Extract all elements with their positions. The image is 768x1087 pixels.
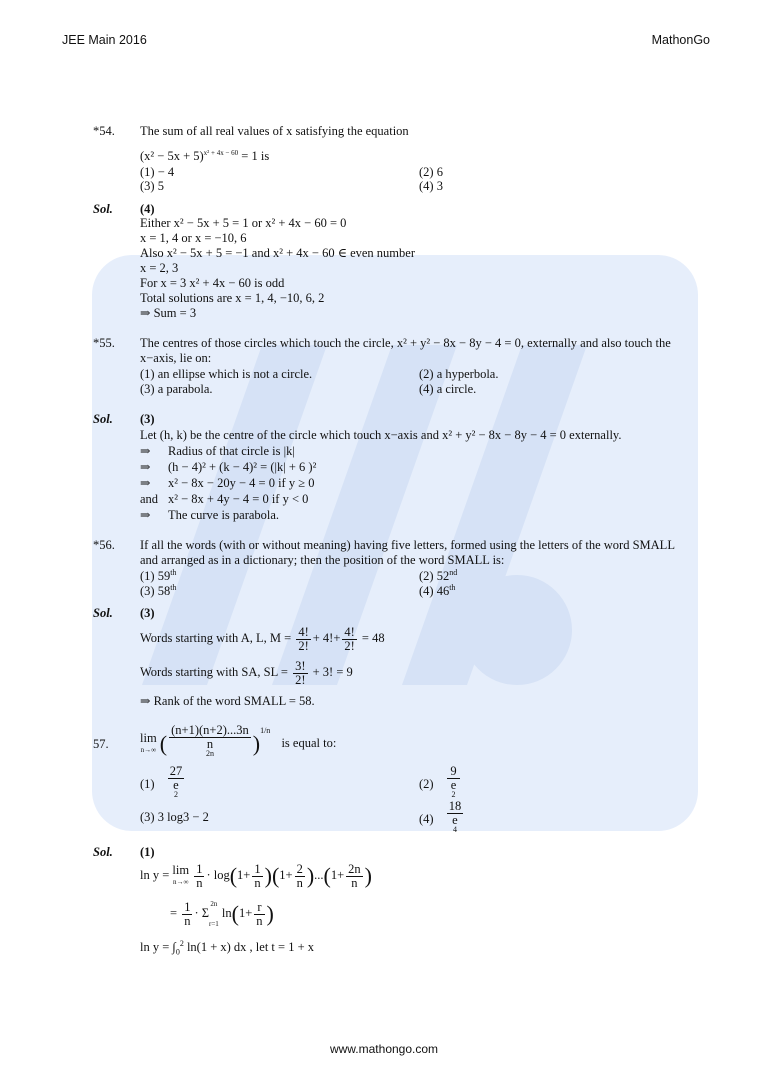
fraction xyxy=(252,863,262,890)
q57-l1-sub: n→∞ xyxy=(172,878,189,887)
q57-l1-log: · log xyxy=(206,868,230,882)
fraction-numerator: 2n xyxy=(348,861,361,876)
q57-l1-dots: ... xyxy=(314,868,324,882)
fraction-numerator: 4! xyxy=(344,624,355,639)
q56-number: *56. xyxy=(93,538,115,552)
paren-left: ( xyxy=(271,863,280,889)
q55-sol-intro: Let (h, k) be the centre of the circle which touch x−axis and x² + y² − 8x − 8y − 4 = 0 externally. xyxy=(140,428,622,442)
q55-sol-step: x² − 8x − 20y − 4 = 0 if y ≥ 0 xyxy=(168,476,315,490)
fraction xyxy=(447,800,464,840)
fraction-denominator: 2! xyxy=(344,638,355,653)
q54-eq-exp: x² + 4x − 60 xyxy=(203,148,239,157)
fraction-denominator xyxy=(169,738,251,764)
q57-opt4-den: e xyxy=(452,813,458,827)
fraction-numerator: 9 xyxy=(447,765,461,779)
q56-opt2 xyxy=(419,569,457,583)
q57-tail: is equal to: xyxy=(281,735,337,750)
fraction xyxy=(168,765,185,805)
fraction xyxy=(254,901,264,928)
paren-left: ( xyxy=(229,863,238,889)
q57-opt3: (3) 3 log3 − 2 xyxy=(140,810,209,824)
q54-opt2: (2) 6 xyxy=(419,165,443,179)
q56-text-2: and arranged as in a dictionary; then the position of the word SMALL is: xyxy=(140,553,505,567)
q57-number: 57. xyxy=(93,737,109,751)
paren-right: ) xyxy=(266,901,274,927)
q57-den-sup: 2n xyxy=(205,748,214,758)
q54-sol-line: Also x² − 5x + 5 = −1 and x² + 4x − 60 ∈ even number xyxy=(140,246,415,260)
fraction-denominator: n xyxy=(184,913,191,928)
q55-sol-step: (h − 4)² + (k − 4)² = (|k| + 6 )² xyxy=(168,460,317,474)
header-left: JEE Main 2016 xyxy=(62,33,147,47)
header-right: MathonGo xyxy=(651,33,710,47)
q57-lim-sub: n→∞ xyxy=(140,746,157,754)
q56-sol1-mid: + 4!+ xyxy=(312,631,341,645)
q55-sol-answer: (3) xyxy=(140,412,155,426)
paren-left: ( xyxy=(159,731,168,756)
paren-left: ( xyxy=(231,901,239,927)
q57-lim: lim xyxy=(140,731,157,745)
q57-opt4 xyxy=(419,800,465,840)
q55-opt4: (4) a circle. xyxy=(419,382,477,396)
q54-text: The sum of all real values of x satisfying the equation xyxy=(140,124,409,138)
paren-right: ) xyxy=(306,863,315,889)
q54-sol-line: ⇒ Sum = 3 xyxy=(140,306,197,320)
q57-sol-answer: (1) xyxy=(140,845,155,859)
fraction-denominator xyxy=(447,814,464,840)
q54-sol-line: For x = 3 x² + 4x − 60 is odd xyxy=(140,276,285,290)
q55-sol-step: Radius of that circle is |k| xyxy=(168,444,295,458)
q55-sol-mark: ⇒ xyxy=(140,460,151,474)
fraction-numerator: 2 xyxy=(296,861,303,876)
q57-opt2-label: (2) xyxy=(419,776,434,791)
q56-sol1-post: = 48 xyxy=(361,631,385,645)
fraction xyxy=(194,863,204,890)
q56-opt1 xyxy=(140,569,176,583)
fraction xyxy=(182,901,192,928)
fraction-numerator: 27 xyxy=(169,764,183,778)
fraction-denominator: n xyxy=(351,875,358,890)
q57-l2-sum-top: 2n xyxy=(210,900,218,909)
q57-power: 1/n xyxy=(260,725,271,735)
q57-l1-pre: ln y = xyxy=(140,868,170,882)
q57-l2-pre: = xyxy=(170,906,178,920)
q57-l3-body: ln(1 + x) dx , let t = 1 + x xyxy=(186,940,314,954)
q54-equation xyxy=(140,149,269,163)
q57-opt1-den-sup: 2 xyxy=(173,789,178,799)
fraction xyxy=(346,863,363,890)
paren-right: ) xyxy=(364,863,372,889)
q57-opt2-den: e xyxy=(450,778,457,792)
q54-sol-line: x = 2, 3 xyxy=(140,261,179,275)
q55-sol-step: x² − 8x + 4y − 4 = 0 if y < 0 xyxy=(168,492,309,506)
q56-sol-line-3: ⇒ Rank of the word SMALL = 58. xyxy=(140,694,315,708)
paren-right: ) xyxy=(264,863,272,889)
q57-l2-sum-bot: r=1 xyxy=(209,920,219,929)
q55-number: *55. xyxy=(93,336,115,350)
q57-sol-line-1: ln y = lim n→∞ $\frac{1}{n}$ · log(1+ $\frac{1}{n}$ )(1+ $\frac{2}{n}$ )...(1+ $\frac{2n}{n}$ ) xyxy=(140,861,372,890)
q56-opt1-sup: th xyxy=(170,567,177,577)
q55-opt2: (2) a hyperbola. xyxy=(419,367,499,381)
q54-sol-label: Sol. xyxy=(93,202,113,216)
q57-opt4-den-sup: 4 xyxy=(452,824,457,834)
footer-url: www.mathongo.com xyxy=(329,1042,439,1056)
q57-expression xyxy=(140,724,336,764)
q56-opt3-sup: th xyxy=(170,582,177,592)
q55-opt3: (3) a parabola. xyxy=(140,382,213,396)
q56-sol-answer: (3) xyxy=(140,606,155,620)
fraction-denominator xyxy=(168,779,185,805)
q57-l1-lim: lim xyxy=(172,863,190,878)
q54-eq-base: (x² − 5x + 5) xyxy=(140,149,204,163)
q56-opt4 xyxy=(419,584,455,598)
q56-sol2-pre: Words starting with SA, SL = xyxy=(140,665,288,679)
fraction-numerator: 18 xyxy=(448,799,462,813)
q57-sol-label: Sol. xyxy=(93,845,113,859)
fraction xyxy=(169,724,251,764)
q56-opt4-text: (4) 46 xyxy=(419,584,450,598)
paren-right: ) xyxy=(252,731,261,756)
q57-l2-sum: · Σ xyxy=(194,906,210,920)
q56-sol-label: Sol. xyxy=(93,606,113,620)
fraction-numerator: 1 xyxy=(184,899,191,914)
q57-l3-pre: ln y = ∫ xyxy=(140,940,176,954)
q54-opt1: (1) − 4 xyxy=(140,165,175,179)
q57-opt1-label: (1) xyxy=(140,776,155,791)
q57-l3-hi: 2 xyxy=(179,938,184,948)
q55-sol-step: The curve is parabola. xyxy=(168,508,280,522)
q57-l3-lo: 0 xyxy=(175,947,180,957)
q57-opt2-den-sup: 2 xyxy=(451,789,456,799)
q57-l2-ln: ln xyxy=(221,906,232,920)
q57-sol-line-2: = $\frac{1}{n}$ · Σ 2n r=1 ln(1+ $\frac{r}{n}$ ) xyxy=(170,899,274,929)
paren-left: ( xyxy=(323,863,331,889)
fraction-denominator: 2! xyxy=(298,638,309,653)
q56-opt4-sup: th xyxy=(449,582,456,592)
q54-sol-line: Total solutions are x = 1, 4, −10, 6, 2 xyxy=(140,291,325,305)
q57-opt4-label: (4) xyxy=(419,811,434,826)
fraction-denominator: n xyxy=(254,875,261,890)
q55-text-1: The centres of those circles which touch the circle, x² + y² − 8x − 8y − 4 = 0, externally and also touch the xyxy=(140,336,671,350)
q56-text-1: If all the words (with or without meaning) having five letters, formed using the letters of the word SMALL xyxy=(140,538,675,552)
q56-sol2-post: + 3! = 9 xyxy=(312,665,353,679)
q57-opt1 xyxy=(140,765,186,805)
q55-opt1: (1) an ellipse which is not a circle. xyxy=(140,367,313,381)
q56-opt2-text: (2) 52 xyxy=(419,569,450,583)
fraction xyxy=(293,660,307,687)
q55-sol-label: Sol. xyxy=(93,412,113,426)
q57-den-base: n xyxy=(206,737,214,751)
q54-sol-answer: (4) xyxy=(140,202,155,216)
q54-sol-line: Either x² − 5x + 5 = 1 or x² + 4x − 60 = 0 xyxy=(140,216,347,230)
q55-sol-mark: ⇒ xyxy=(140,444,151,458)
q55-sol-mark: ⇒ xyxy=(140,476,151,490)
q55-sol-mark: ⇒ xyxy=(140,508,151,522)
q54-sol-line: x = 1, 4 or x = −10, 6 xyxy=(140,231,247,245)
fraction-numerator: 4! xyxy=(298,624,309,639)
q54-number: *54. xyxy=(93,124,115,138)
q56-sol1-pre: Words starting with A, L, M = xyxy=(140,631,292,645)
fraction-denominator: n xyxy=(296,875,303,890)
q54-eq-tail: = 1 is xyxy=(241,149,270,163)
fraction-denominator: 2! xyxy=(295,672,306,687)
q57-opt1-den: e xyxy=(173,778,179,792)
q56-sol-line-2 xyxy=(140,657,353,687)
fraction-numerator: 1 xyxy=(196,861,203,876)
fraction-denominator: n xyxy=(196,875,203,890)
q55-text-2: x−axis, lie on: xyxy=(140,351,212,365)
q56-opt3 xyxy=(140,584,176,598)
fraction-denominator: n xyxy=(256,913,263,928)
q55-sol-mark: and xyxy=(140,492,159,506)
q56-opt3-text: (3) 58 xyxy=(140,584,171,598)
q54-opt3: (3) 5 xyxy=(140,179,164,193)
q57-sol-line-3 xyxy=(140,938,314,957)
fraction xyxy=(342,626,356,653)
q56-opt2-sup: nd xyxy=(449,567,458,577)
fraction-numerator: 1 xyxy=(254,861,261,876)
q56-opt1-text: (1) 59 xyxy=(140,569,171,583)
fraction-numerator: (n+1)(n+2)...3n xyxy=(171,723,249,737)
q54-opt4: (4) 3 xyxy=(419,179,443,193)
fraction xyxy=(296,626,310,653)
fraction-numerator: 3! xyxy=(295,658,306,673)
fraction xyxy=(295,863,305,890)
fraction-numerator: r xyxy=(254,901,264,915)
q56-sol-line-1 xyxy=(140,623,385,653)
